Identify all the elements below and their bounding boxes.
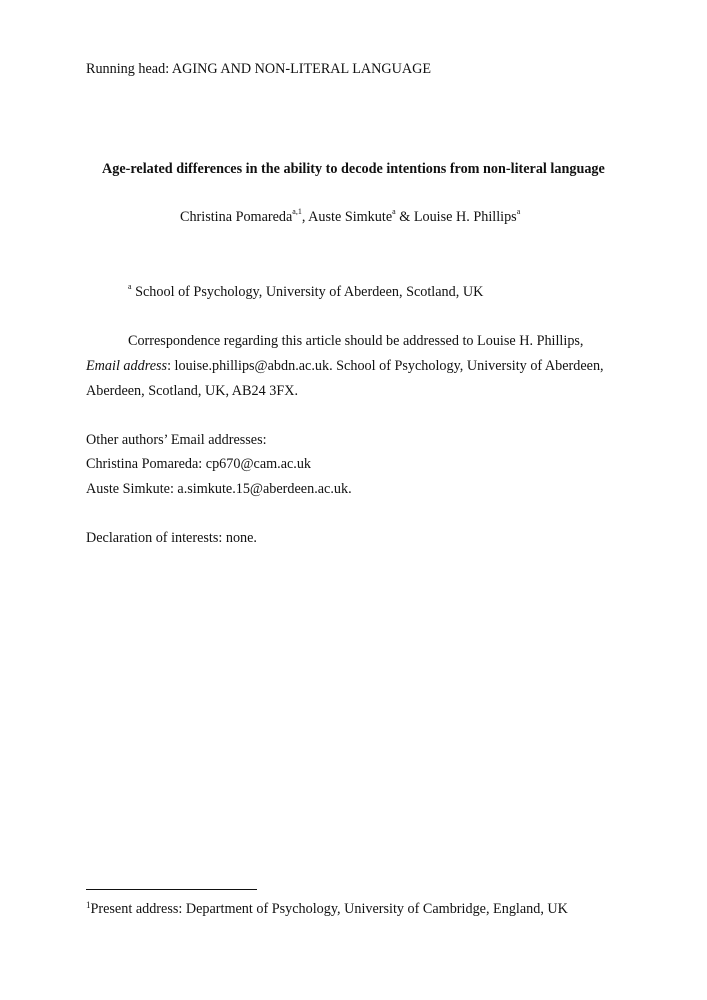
other-email-2: Auste Simkute: a.simkute.15@aberdeen.ac.uk. bbox=[86, 481, 352, 497]
footnote-mark: 1 bbox=[86, 900, 91, 910]
author-affiliation-mark: a bbox=[392, 207, 396, 216]
affiliation bbox=[128, 282, 484, 300]
correspondence-line-2 bbox=[86, 359, 604, 373]
affiliation-mark: a bbox=[128, 282, 132, 291]
affiliation-text: School of Psychology, University of Aberdeen, Scotland, UK bbox=[131, 284, 484, 300]
email-label: Email address bbox=[86, 358, 168, 374]
running-head: Running head: AGING AND NON-LITERAL LANGUAGE bbox=[86, 61, 432, 77]
author-name: Christina Pomareda bbox=[180, 209, 293, 225]
footnote bbox=[86, 902, 568, 916]
paper-title: Age-related differences in the ability to decode intentions from non-literal language bbox=[102, 161, 605, 177]
author-name: Auste Simkute bbox=[308, 209, 393, 225]
other-email-1: Christina Pomareda: cp670@cam.ac.uk bbox=[86, 456, 312, 472]
other-emails-heading: Other authors’ Email addresses: bbox=[86, 432, 267, 448]
author-name: Louise H. Phillips bbox=[413, 209, 517, 225]
correspondence-line-2-text: : louise.phillips@abdn.ac.uk. School of Psychology, University of Aberdeen, bbox=[167, 358, 604, 374]
author-separator: , bbox=[301, 209, 309, 225]
declaration: Declaration of interests: none. bbox=[86, 530, 257, 546]
author-list bbox=[180, 207, 521, 225]
footnote-text: Present address: Department of Psychology, University of Cambridge, England, UK bbox=[90, 901, 568, 917]
correspondence-line-1: Correspondence regarding this article should be addressed to Louise H. Phillips, bbox=[128, 333, 584, 349]
author-affiliation-mark: a bbox=[516, 207, 521, 216]
author-separator: & bbox=[395, 209, 414, 225]
author-affiliation-mark: a,1 bbox=[292, 207, 302, 216]
correspondence-line-3: Aberdeen, Scotland, UK, AB24 3FX. bbox=[86, 383, 299, 399]
footnote-rule bbox=[86, 889, 257, 890]
